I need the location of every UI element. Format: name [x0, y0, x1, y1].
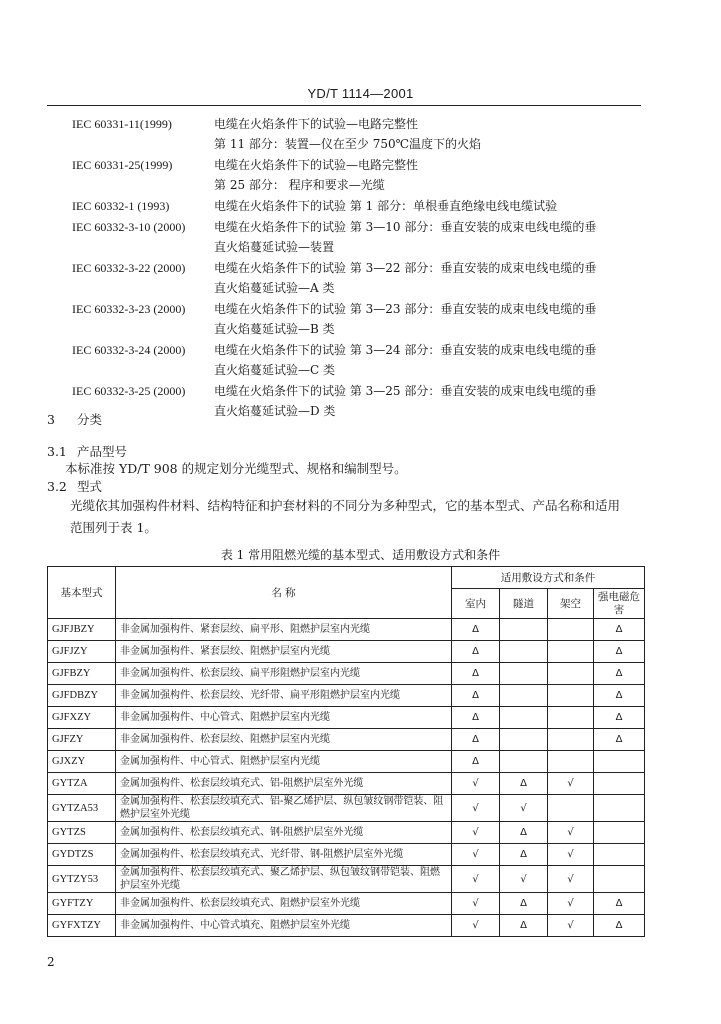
cell-basic-type: GJFZY [48, 729, 116, 751]
cell-condition-mark [548, 641, 594, 663]
table-row [48, 866, 645, 893]
table-row [48, 915, 645, 937]
table-row [48, 844, 645, 866]
cell-condition-mark: √ [548, 866, 594, 893]
table-row [48, 641, 645, 663]
section-3-heading [47, 410, 102, 428]
cell-condition-mark: √ [452, 773, 500, 795]
cell-basic-type: GYTZA53 [48, 795, 116, 822]
header-laying-conditions: 适用敷设方式和条件 [452, 567, 645, 589]
cell-name: 金属加强构件、松套层绞填充式、铝-聚乙烯护层、纵包皱纹钢带铠装、阻燃护层室外光缆 [116, 795, 452, 822]
reference-item [72, 258, 632, 298]
reference-code: IEC 60332-3-10 (2000) [72, 220, 186, 234]
header-em-hazard: 强电磁危害 [594, 589, 645, 619]
reference-title [214, 217, 632, 257]
table-row [48, 773, 645, 795]
cell-name: 非金属加强构件、紧套层绞、阻燃护层室内光缆 [116, 641, 452, 663]
cell-basic-type: GJFDBZY [48, 685, 116, 707]
reference-title-line: 直火焰蔓延试验—装置 [214, 240, 335, 254]
cell-basic-type: GJFXZY [48, 707, 116, 729]
reference-item [72, 217, 632, 257]
cell-condition-mark: √ [452, 915, 500, 937]
cell-name: 非金属加强构件、松套层绞填充式、阻燃护层室外光缆 [116, 893, 452, 915]
cell-condition-mark [548, 663, 594, 685]
cell-basic-type: GJFJZY [48, 641, 116, 663]
reference-code: IEC 60332-3-22 (2000) [72, 261, 186, 275]
cell-condition-mark: Δ [452, 685, 500, 707]
cell-condition-mark: Δ [594, 893, 645, 915]
section-3-2-heading [47, 477, 102, 495]
reference-item [72, 340, 632, 380]
reference-title [214, 258, 632, 298]
table-row [48, 893, 645, 915]
cell-condition-mark: Δ [452, 707, 500, 729]
cell-name: 金属加强构件、松套层绞填充式、光纤带、钢-阻燃护层室外光缆 [116, 844, 452, 866]
cell-basic-type: GYFTZY [48, 893, 116, 915]
cell-basic-type: GJFBZY [48, 663, 116, 685]
section-title: 型式 [77, 479, 103, 494]
cell-condition-mark [500, 619, 548, 641]
reference-code: IEC 60332-3-24 (2000) [72, 343, 186, 357]
cell-basic-type: GYTZS [48, 822, 116, 844]
reference-item [72, 114, 632, 154]
table-row [48, 729, 645, 751]
cell-name: 非金属加强构件、松套层绞、扁平形阻燃护层室内光缆 [116, 663, 452, 685]
table-row [48, 685, 645, 707]
cell-condition-mark [594, 866, 645, 893]
cell-condition-mark [548, 751, 594, 773]
reference-title [214, 114, 632, 154]
reference-title-line: 直火焰蔓延试验—C 类 [214, 363, 335, 377]
cell-condition-mark: √ [452, 844, 500, 866]
cell-condition-mark: √ [500, 866, 548, 893]
cell-basic-type: GYTZA [48, 773, 116, 795]
cell-name: 金属加强构件、松套层绞填充式、铝-阻燃护层室外光缆 [116, 773, 452, 795]
cell-condition-mark: Δ [500, 915, 548, 937]
cell-condition-mark: Δ [500, 844, 548, 866]
cell-condition-mark [548, 619, 594, 641]
cell-condition-mark: Δ [594, 685, 645, 707]
reference-code: IEC 60332-1 (1993) [72, 199, 170, 213]
reference-title-line: 电缆在火焰条件下的试验 第 3—10 部分：垂直安装的成束电线电缆的垂 [214, 220, 597, 234]
cable-types-table [47, 566, 645, 937]
reference-title-line: 电缆在火焰条件下的试验 第 3—25 部分：垂直安装的成束电线电缆的垂 [214, 384, 597, 398]
reference-code: IEC 60331-11(1999) [72, 117, 172, 131]
section-number: 3 [47, 412, 55, 427]
table-row [48, 795, 645, 822]
table-row [48, 619, 645, 641]
page-number: 2 [47, 955, 55, 969]
standard-header: YD/T 1114—2001 [307, 86, 414, 101]
cell-name: 金属加强构件、松套层绞填充式、钢-阻燃护层室外光缆 [116, 822, 452, 844]
cell-name: 非金属加强构件、中心管式填充、阻燃护层室外光缆 [116, 915, 452, 937]
section-number: 3.2 [47, 479, 67, 494]
reference-title [214, 381, 632, 421]
cell-basic-type: GYFXTZY [48, 915, 116, 937]
cell-condition-mark: √ [452, 822, 500, 844]
section-title: 分类 [77, 412, 103, 427]
cell-condition-mark [594, 795, 645, 822]
cell-condition-mark [548, 795, 594, 822]
cell-basic-type: GYTZY53 [48, 866, 116, 893]
section-3-2-body: 光缆依其加强构件材料、结构特征和护套材料的不同分为多种型式，它的基本型式、产品名称和适用范围列于表 1。 [70, 498, 621, 535]
cell-condition-mark: √ [548, 773, 594, 795]
cell-condition-mark: √ [452, 893, 500, 915]
table-row [48, 751, 645, 773]
reference-item [72, 155, 632, 195]
cell-basic-type: GYDTZS [48, 844, 116, 866]
cell-condition-mark: √ [452, 795, 500, 822]
reference-item [72, 299, 632, 339]
table-row [48, 707, 645, 729]
table-row [48, 822, 645, 844]
cell-condition-mark: √ [548, 844, 594, 866]
cell-condition-mark: Δ [500, 822, 548, 844]
cell-name: 金属加强构件、松套层绞填充式、聚乙烯护层、纵包皱纹钢带铠装、阻燃护层室外光缆 [116, 866, 452, 893]
reference-title [214, 340, 632, 380]
header-basic-type: 基本型式 [48, 567, 116, 619]
reference-title-line: 电缆在火焰条件下的试验 第 3—24 部分：垂直安装的成束电线电缆的垂 [214, 343, 597, 357]
cell-condition-mark: Δ [594, 707, 645, 729]
cell-condition-mark [548, 685, 594, 707]
reference-title [214, 196, 632, 216]
cell-condition-mark: Δ [500, 773, 548, 795]
cell-condition-mark [594, 822, 645, 844]
reference-code: IEC 60331-25(1999) [72, 158, 173, 172]
cell-condition-mark: Δ [452, 751, 500, 773]
cell-condition-mark: Δ [594, 641, 645, 663]
cell-condition-mark [500, 729, 548, 751]
reference-title-line: 电缆在火焰条件下的试验 第 1 部分：单根垂直绝缘电线电缆试验 [214, 199, 558, 213]
reference-title [214, 155, 632, 195]
cell-condition-mark [500, 707, 548, 729]
cell-condition-mark: Δ [452, 641, 500, 663]
reference-title [214, 299, 632, 339]
section-3-1-body: 本标准按 YD/T 908 的规定划分光缆型式、规格和编制型号。 [65, 461, 407, 476]
normative-references [72, 114, 632, 421]
cell-condition-mark [548, 707, 594, 729]
header-aerial: 架空 [548, 589, 594, 619]
header-indoor: 室内 [452, 589, 500, 619]
header-name: 名 称 [116, 567, 452, 619]
cell-condition-mark: Δ [452, 619, 500, 641]
reference-title-line: 直火焰蔓延试验—D 类 [214, 404, 336, 418]
cell-name: 非金属加强构件、松套层绞、阻燃护层室内光缆 [116, 729, 452, 751]
cell-condition-mark: Δ [594, 619, 645, 641]
cell-condition-mark: √ [548, 822, 594, 844]
cell-basic-type: GJXZY [48, 751, 116, 773]
header-tunnel: 隧道 [500, 589, 548, 619]
reference-title-line: 电缆在火焰条件下的试验—电路完整性 [214, 158, 419, 172]
reference-title-line: 直火焰蔓延试验—B 类 [214, 322, 335, 336]
cell-condition-mark: Δ [500, 893, 548, 915]
cell-condition-mark: Δ [452, 663, 500, 685]
reference-title-line: 直火焰蔓延试验—A 类 [214, 281, 335, 295]
cell-condition-mark: Δ [594, 663, 645, 685]
cell-condition-mark: √ [548, 893, 594, 915]
table-row [48, 663, 645, 685]
cell-condition-mark [548, 729, 594, 751]
cell-condition-mark [594, 844, 645, 866]
reference-title-line: 第 25 部分： 程序和要求—光缆 [214, 178, 385, 192]
reference-item [72, 196, 632, 216]
cell-condition-mark [500, 685, 548, 707]
cell-condition-mark [500, 663, 548, 685]
reference-title-line: 电缆在火焰条件下的试验 第 3—22 部分：垂直安装的成束电线电缆的垂 [214, 261, 597, 275]
table-caption: 表 1 常用阻燃光缆的基本型式、适用敷设方式和条件 [220, 548, 501, 562]
reference-title-line: 第 11 部分：装置—仪在至少 750℃温度下的火焰 [214, 137, 482, 151]
reference-item [72, 381, 632, 421]
section-title: 产品型号 [77, 444, 128, 459]
cell-condition-mark: Δ [452, 729, 500, 751]
reference-code: IEC 60332-3-25 (2000) [72, 384, 186, 398]
cell-condition-mark [594, 773, 645, 795]
cell-condition-mark: √ [452, 866, 500, 893]
cell-name: 非金属加强构件、松套层绞、光纤带、扁平形阻燃护层室内光缆 [116, 685, 452, 707]
section-number: 3.1 [47, 444, 67, 459]
cell-name: 金属加强构件、中心管式、阻燃护层室内光缆 [116, 751, 452, 773]
reference-title-line: 电缆在火焰条件下的试验—电路完整性 [214, 117, 419, 131]
cell-name: 非金属加强构件、紧套层绞、扁平形、阻燃护层室内光缆 [116, 619, 452, 641]
cell-condition-mark [500, 641, 548, 663]
cell-condition-mark: Δ [594, 729, 645, 751]
cell-condition-mark: √ [548, 915, 594, 937]
section-3-1-heading [47, 442, 127, 460]
cell-basic-type: GJFJBZY [48, 619, 116, 641]
cell-name: 非金属加强构件、中心管式、阻燃护层室内光缆 [116, 707, 452, 729]
reference-title-line: 电缆在火焰条件下的试验 第 3—23 部分：垂直安装的成束电线电缆的垂 [214, 302, 597, 316]
cell-condition-mark: √ [500, 795, 548, 822]
reference-code: IEC 60332-3-23 (2000) [72, 302, 186, 316]
cell-condition-mark [594, 751, 645, 773]
cell-condition-mark: Δ [594, 915, 645, 937]
cell-condition-mark [500, 751, 548, 773]
header-rule [47, 105, 641, 106]
